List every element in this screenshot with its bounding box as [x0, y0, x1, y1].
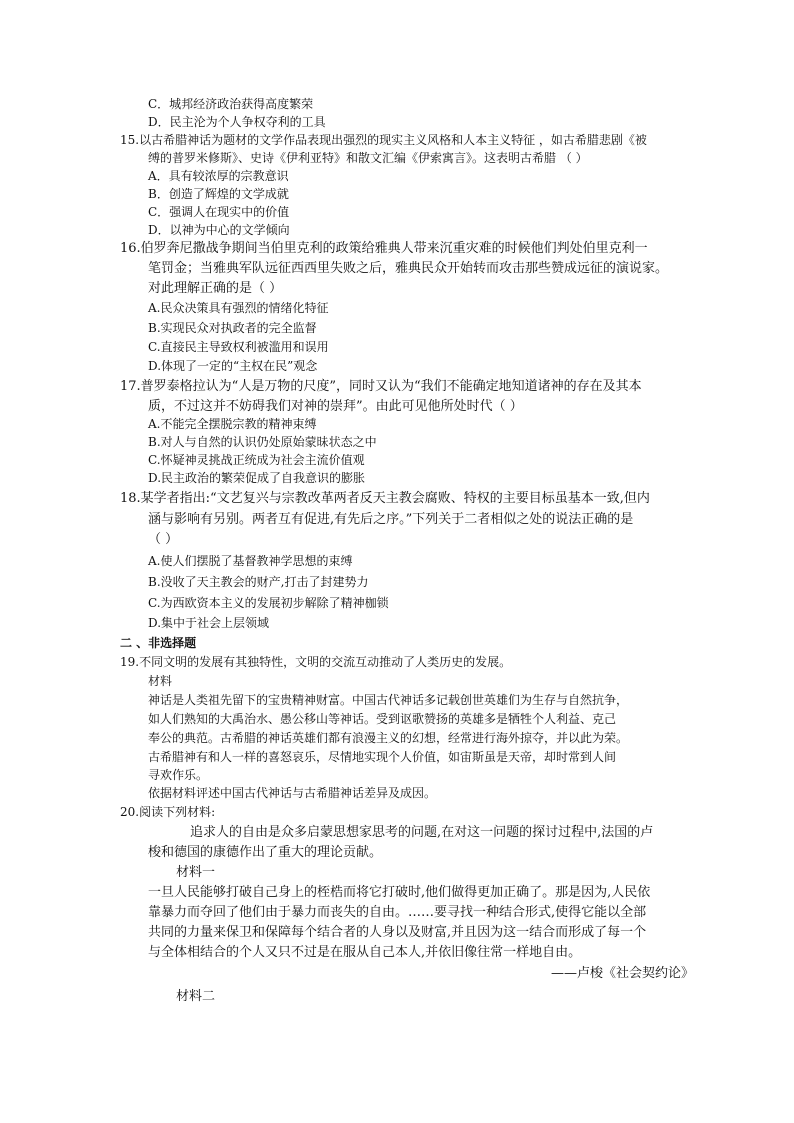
q16-stem-line1: 16.伯罗奔尼撒战争期间当伯里克利的政策给雅典人带来沉重灾难的时候他们判处伯里克利一 [120, 241, 648, 256]
q18-option-c: C.为西欧资本主义的发展初步解除了精神枷锁 [148, 596, 389, 610]
q20-material1-line1: 一旦人民能够打破自己身上的桎梏而将它打破时,他们做得更加正确了。那是因为,人民依 [148, 885, 651, 900]
q20-material2-label: 材料二 [176, 989, 216, 1004]
q20-material1-line2: 靠暴力而夺回了他们由于暴力而丧失的自由。……要寻找一种结合形式,使得它能以全部 [148, 905, 647, 920]
q18-option-b: B.没收了天主教会的财产,打击了封建势力 [148, 575, 369, 589]
q17-option-a: A.不能完全摆脱宗教的精神束缚 [148, 417, 317, 431]
q16-stem-line3: 对此理解正确的是（ ） [148, 281, 283, 296]
q18-stem-line3: （ ） [148, 532, 179, 547]
q20-material1-line4: 与全体相结合的个人又只不过是在服从自己本人,并依旧像往常一样地自由。 [148, 945, 582, 960]
q15-stem-line2: 缚的普罗米修斯》、史诗《伊利亚特》和散文汇编《伊索寓言》。这表明古希腊 （ ） [148, 151, 588, 165]
q20-material1-label: 材料一 [176, 865, 216, 880]
q17-option-c: C.怀疑神灵挑战正统成为社会主流价值观 [148, 453, 365, 467]
q20-intro-line1: 追求人的自由是众多启蒙思想家思考的问题,在对这一问题的探讨过程中,法国的卢 [190, 825, 654, 840]
q19-material-line1: 神话是人类祖先留下的宝贵精神财富。中国古代神话多记载创世英雄们为生存与自然抗争， [148, 693, 629, 707]
q15-option-a: A．具有较浓厚的宗教意识 [148, 169, 289, 183]
q15-stem-line1: 15.以古希腊神话为题材的文学作品表现出强烈的现实主义风格和人本主义特征 ，如古希腊悲剧《被 [120, 133, 647, 147]
q20-stem: 20.阅读下列材料: [120, 805, 216, 819]
q19-material-line5: 寻欢作乐。 [148, 768, 209, 782]
q19-material-line2: 如人们熟知的大禹治水、愚公移山等神话。受到讴歌赞扬的英雄多是牺牲个人利益、克己 [148, 712, 617, 726]
q18-stem-line2: 涵与影响有另别。两者互有促进,有先后之序。”下列关于二者相似之处的说法正确的是 [148, 512, 634, 527]
q18-stem-line1: 18.某学者指出:“文艺复兴与宗教改革两者反天主教会腐败、特权的主要目标虽基本一致,但内 [120, 491, 650, 506]
q15-option-c: C．强调人在现实中的价值 [148, 205, 290, 219]
q19-material-label: 材料 [148, 674, 173, 688]
q19-stem: 19.不同文明的发展有其独特性，文明的交流互动推动了人类历史的发展。 [120, 655, 512, 669]
q18-option-a: A.使人们摆脱了基督教神学思想的束缚 [148, 554, 353, 568]
q17-stem-line2: 质，不过这并不妨碍我们对神的崇拜”。由此可见他所处时代（ ） [148, 399, 523, 414]
q18-option-d: D.集中于社会上层领域 [148, 616, 270, 630]
q14-option-d: D．民主沦为个人争权夺利的工具 [148, 115, 326, 129]
q17-option-d: D.民主政治的繁荣促成了自我意识的膨胀 [148, 471, 366, 485]
q19-material-line3: 奉公的典范。古希腊的神话英雄们都有浪漫主义的幻想，经常进行海外掠夺，并以此为荣。 [148, 731, 629, 745]
q16-option-b: B.实现民众对执政者的完全监督 [148, 321, 317, 335]
q16-option-d: D.体现了一定的“主权在民”观念 [148, 359, 318, 373]
q16-option-c: C.直接民主导致权利被滥用和误用 [148, 340, 329, 354]
q14-option-c: C．城邦经济政治获得高度繁荣 [148, 97, 314, 111]
q17-option-b: B.对人与自然的认识仍处原始蒙昧状态之中 [148, 435, 377, 449]
section-heading: 二 、非选择题 [120, 636, 197, 650]
q19-question: 依据材料评述中国古代神话与古希腊神话差异及成因。 [148, 786, 437, 800]
q16-option-a: A.民众决策具有强烈的情绪化特征 [148, 301, 329, 315]
q16-stem-line2: 笔罚金；当雅典军队远征西西里失败之后，雅典民众开始转而攻击那些赞成远征的演说家。 [148, 261, 669, 276]
q19-material-line4: 古希腊神有和人一样的喜怒哀乐，尽情地实现个人价值，如宙斯虽是天帝，却时常到人间 [148, 750, 617, 764]
q15-option-b: B．创造了辉煌的文学成就 [148, 187, 289, 201]
q15-option-d: D．以神为中心的文学倾向 [148, 223, 290, 237]
q20-material1-source: ——卢梭《社会契约论》 [550, 966, 694, 981]
q20-material1-line3: 共同的力量来保卫和保障每个结合者的人身以及财富,并且因为这一结合而形成了每一个 [148, 925, 647, 940]
q17-stem-line1: 17.普罗泰格拉认为“人是万物的尺度”，同时又认为“我们不能确定地知道诸神的存在及其本 [120, 379, 642, 394]
q20-intro-line2: 梭和德国的康德作出了重大的理论贡献。 [148, 845, 383, 860]
